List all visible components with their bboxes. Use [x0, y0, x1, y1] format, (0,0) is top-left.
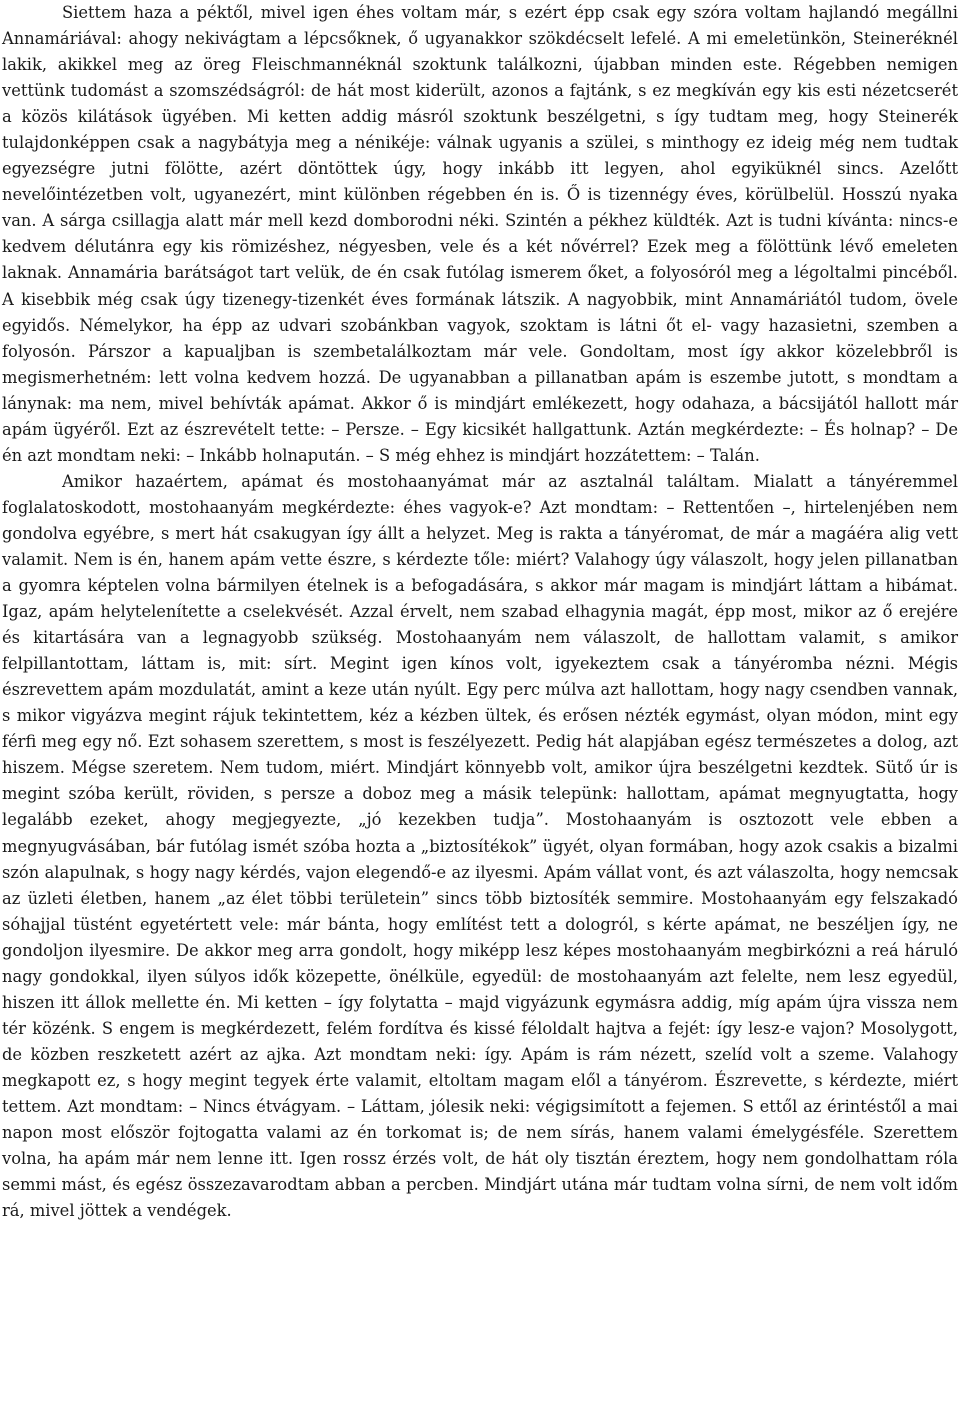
- paragraph-2: Amikor hazaértem, apámat és mostohaanyámat már az asztalnál találtam. Mialatt a tányéremmel foglalatoskodott, mostohaanyám megkérdezte: éhes vagyok-e? Azt mondtam: – Rettentően –, hirtelenjében nem gondolva egyébre, s mert hát csakugyan így állt a helyzet. Meg is rakta a tányéromat, de már a magáéra alig vett valamit. Nem is én, hanem apám vette észre, s kérdezte tőle: miért? Valahogy úgy válaszolt, hogy jelen pillanatban a gyomra képtelen volna bármilyen ételnek is a befogadására, s akkor már magam is mindjárt láttam a hibámat. Igaz, apám helytelenítette a cselekvését. Azzal érvelt, nem szabad elhagynia magát, épp most, mikor az ő erejére és kitartására van a legnagyobb szükség. Mostohaanyám nem válaszolt, de hallottam valamit, s amikor felpillantottam, láttam is, mit: sírt. Megint igen kínos volt, igyekeztem csak a tányéromba nézni. Mégis észrevettem apám mozdulatát, amint a keze után nyúlt. Egy perc múlva azt hallottam, hogy nagy csendben vannak, s mikor vigyázva megint rájuk tekintettem, kéz a kézben ültek, és erősen nézték egymást, olyan módon, mint egy férfi meg egy nő. Ezt sohasem szerettem, s most is feszélyezett. Pedig hát alapjában egész természetes a dolog, azt hiszem. Mégse szeretem. Nem tudom, miért. Mindjárt könnyebb volt, amikor újra beszélgetni kezdtek. Sütő úr is megint szóba került, röviden, s persze a doboz meg a másik telepünk: hallottam, apámat megnyugtatta, hogy legalább ezeket, ahogy megjegyezte, „jó kezekben tudja”. Mostohaanyám is osztozott vele ebben a megnyugvásában, bár futólag ismét szóba hozta a „biztosítékok” ügyét, olyan formában, hogy azok csakis a bizalmi szón alapulnak, s hogy nagy kérdés, vajon elegendő-e az ilyesmi. Apám vállat vont, és azt válaszolta, hogy nemcsak az üzleti életben, hanem „az élet többi területein” sincs több biztosíték semmire. Mostohaanyám egy felszakadó sóhajjal tüstént egyetértett vele: már bánta, hogy említést tett a dologról, s kérte apámat, ne beszéljen így, ne gondoljon ilyesmire. De akkor meg arra gondolt, hogy miképp lesz képes mostohaanyám megbirkózni a reá háruló nagy gondokkal, ilyen súlyos idők közepette, önélküle, egyedül: de mostohaanyám azt felelte, nem lesz egyedül, hiszen itt állok mellette én. Mi ketten – így folytatta – majd vigyázunk egymásra addig, míg apám újra vissza nem tér közénk. S engem is megkérdezett, felém fordítva és kissé féloldalt hajtva a fejét: így lesz-e vajon? Mosolygott, de közben reszketett azért az ajka. Azt mondtam neki: így. Apám is rám nézett, szelíd volt a szeme. Valahogy megkapott ez, s hogy megint tegyek érte valamit, eltoltam magam elől a tányérom. Észrevette, s kérdezte, miért tettem. Azt mondtam: – Nincs étvágyam. – Láttam, jólesik neki: végigsimított a fejemen. S ettől az érintéstől a mai napon most először fojtogatta valami az én torkomat is; de nem sírás, hanem valami émelygésféle. Szerettem volna, ha apám már nem lenne itt. Igen rossz érzés volt, de hát oly tisztán éreztem, hogy nem gondolhattam róla semmi mást, és egész összezavarodtam abban a percben. Mindjárt utána már tudtam volna sírni, de nem volt időm rá, mivel jöttek a vendégek.: [2, 471, 958, 1221]
- paragraph-1: Siettem haza a péktől, mivel igen éhes voltam már, s ezért épp csak egy szóra voltam hajlandó megállni Annamáriával: ahogy nekivágtam a lépcsőknek, ő ugyanakkor szökdécselt lefelé. A mi emeletünkön, Steineréknél lakik, akikkel meg az öreg Fleischmannéknál szoktunk találkozni, újabban minden este. Régebben nemigen vettünk tudomást a szomszédságról: de hát most kiderült, azonos a fajtánk, s ez megkíván egy kis esti nézetcserét a közös kilátások ügyében. Mi ketten addig másról szoktunk beszélgetni, s így tudtam meg, hogy Steinerék tulajdonképpen csak a nagybátyja meg a nénikéje: válnak ugyanis a szülei, s minthogy ez ideig még nem tudtak egyezségre jutni fölötte, azért döntöttek úgy, hogy inkább itt legyen, ahol egyiküknél sincs. Azelőtt nevelőintézetben volt, ugyanezért, mint különben régebben én is. Ő is tizennégy éves, körülbelül. Hosszú nyaka van. A sárga csillagja alatt már mell kezd domborodni néki. Szintén a pékhez küldték. Azt is tudni kívánta: nincs-e kedvem délutánra egy kis römizéshez, négyesben, vele és a két nővérrel? Ezek meg a fölöttünk lévő emeleten laknak. Annamária barátságot tart velük, de én csak futólag ismerem őket, a folyosóról meg a légoltalmi pincéből. A kisebbik még csak úgy tizenegy-tizenkét éves formának látszik. A nagyobbik, mint Annamáriától tudom, övele egyidős. Némelykor, ha épp az udvari szobánkban vagyok, szoktam is látni őt el- vagy hazasietni, szemben a folyosón. Párszor a kapualjban is szembetalálkoztam már vele. Gondoltam, most így akkor közelebbről is megismerhetném: lett volna kedvem hozzá. De ugyanabban a pillanatban apám is eszembe jutott, s mondtam a lánynak: ma nem, mivel behívták apámat. Akkor ő is mindjárt emlékezett, hogy odahaza, a bácsijától hallott már apám ügyéről. Ezt az észrevételt tette: – Persze. – Egy kicsikét hallgattunk. Aztán megkérdezte: – És holnap? – De én azt mondtam neki: – Inkább holnapután. – S még ehhez is mindjárt hozzátettem: – Talán.: [2, 3, 958, 465]
